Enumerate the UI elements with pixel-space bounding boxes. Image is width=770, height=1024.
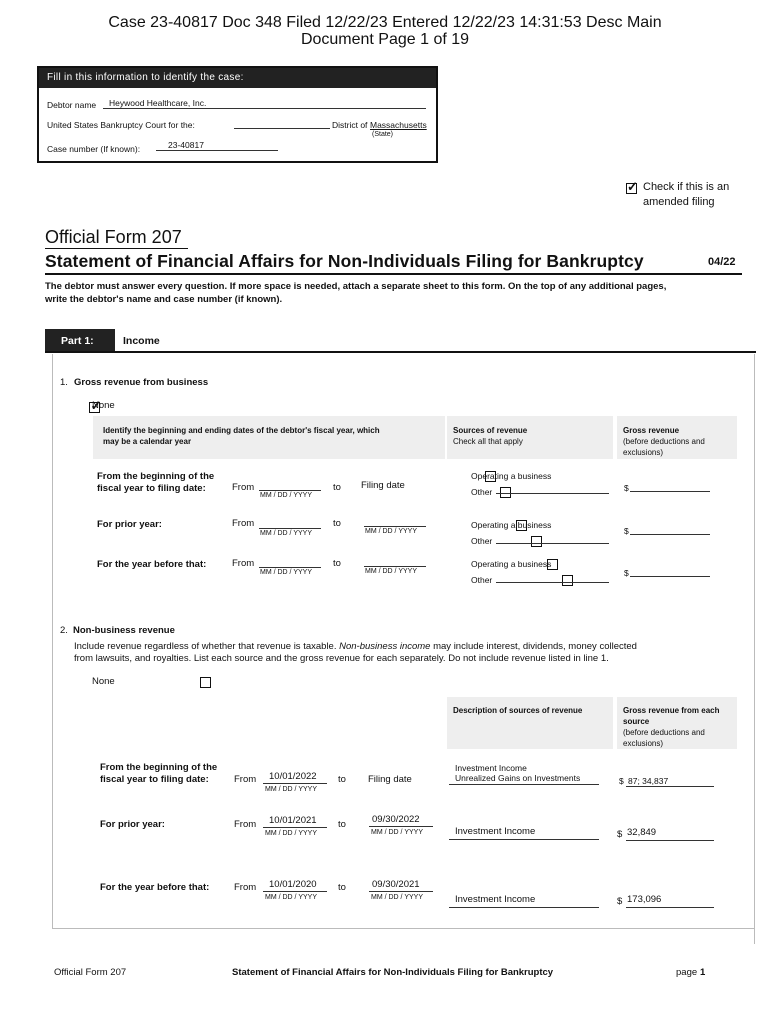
q2-from-label: From — [234, 819, 257, 830]
q2-to-hint: MM / DD / YYYY — [371, 829, 423, 836]
case-identification-box — [37, 66, 438, 163]
q2-description-field[interactable] — [449, 826, 599, 840]
q2-from-date-value: 10/01/2022 — [269, 771, 317, 782]
q1-col3-sub2: exclusions) — [623, 448, 664, 457]
court-field[interactable] — [234, 118, 330, 129]
q1-col2-title: Sources of revenue — [453, 426, 528, 435]
q1-operating-label: Operating a business — [471, 520, 552, 530]
case-header-line: Case 23-40817 Doc 348 Filed 12/22/23 Entered 12/22/23 14:31:53 Desc Main — [108, 14, 662, 31]
q2-desc-post: may include interest, dividends, money collected — [430, 641, 637, 652]
footer-title: Statement of Financial Affairs for Non-Individuals Filing for Bankruptcy — [232, 967, 554, 978]
q2-description-field[interactable] — [449, 761, 599, 785]
q1-title: Gross revenue from business — [74, 377, 209, 388]
q1-amount-sign: $ — [624, 568, 629, 578]
q2-amount-sign: $ — [617, 829, 623, 840]
q2-from-date-field[interactable] — [263, 771, 327, 784]
q2-col3-sub2: exclusions) — [623, 739, 664, 748]
q2-to-date-value: 09/30/2022 — [372, 814, 420, 825]
instructions — [45, 280, 666, 306]
q2-row-label-cont: fiscal year to filing date: — [100, 774, 209, 785]
q2-amount-sign: $ — [619, 776, 624, 786]
q1-other-field[interactable] — [496, 573, 609, 583]
q1-from-date-field[interactable] — [259, 480, 321, 491]
q2-column3-header — [617, 697, 737, 749]
section-border-left — [52, 354, 53, 929]
q2-col3-title2: source — [623, 717, 650, 726]
form-version: 04/22 — [708, 256, 736, 268]
amended-label-line1: Check if this is an — [643, 181, 730, 193]
q2-to-hint: MM / DD / YYYY — [371, 894, 423, 901]
q1-to-label: to — [333, 518, 341, 529]
q2-column2-header — [447, 697, 613, 749]
q1-to-hint: MM / DD / YYYY — [365, 528, 417, 535]
q2-amount-field[interactable] — [626, 894, 714, 908]
q2-to-label: to — [338, 882, 346, 893]
state-hint: (State) — [372, 131, 394, 138]
q2-description-value: Investment Income — [455, 894, 536, 905]
debtor-name-value: Heywood Healthcare, Inc. — [109, 98, 207, 108]
footer-form-name: Official Form 207 — [54, 967, 127, 978]
q1-operating-label: Operating a business — [471, 471, 552, 481]
q2-to-label: to — [338, 819, 346, 830]
q2-from-label: From — [234, 774, 257, 785]
q1-from-label: From — [232, 518, 255, 529]
part-title: Income — [123, 335, 160, 347]
q1-other-label: Other — [471, 536, 493, 546]
q1-from-hint: MM / DD / YYYY — [260, 492, 312, 499]
instructions-line2: write the debtor's name and case number (if known). — [45, 294, 283, 305]
q1-amount-sign: $ — [624, 526, 629, 536]
q2-none-checkbox[interactable] — [200, 677, 211, 688]
instructions-line1: The debtor must answer every question. If more space is needed, attach a separate sheet to this form. On the top of any additional pages, — [45, 281, 667, 292]
q1-from-date-field[interactable] — [259, 518, 321, 529]
q1-column3-header — [617, 416, 737, 459]
q1-operating-label: Operating a business — [471, 559, 552, 569]
part-label: Part 1: — [45, 329, 115, 352]
q2-row-label: For the year before that: — [100, 882, 210, 893]
q2-description-line1 — [74, 641, 637, 652]
q2-col3-sub1: (before deductions and — [623, 728, 705, 737]
q2-from-hint: MM / DD / YYYY — [265, 830, 317, 837]
q1-to-date-field[interactable] — [364, 556, 426, 567]
q1-amount-field[interactable] — [630, 482, 710, 492]
q2-amount-value: 87; 34,837 — [628, 776, 669, 786]
case-number-value: 23-40817 — [168, 140, 204, 150]
part-rule — [45, 351, 756, 353]
section-border-right — [754, 354, 755, 944]
q2-amount-field[interactable] — [626, 827, 714, 841]
q1-other-field[interactable] — [496, 484, 609, 494]
footer-page-number: 1 — [700, 967, 706, 978]
form-name-underline — [45, 248, 188, 249]
q2-from-label: From — [234, 882, 257, 893]
district-value: Massachusetts — [370, 120, 427, 130]
q2-to-date-field[interactable] — [369, 814, 433, 827]
identification-bar: Fill in this information to identify the case: — [39, 68, 436, 88]
q1-row-label: From the beginning of the — [97, 471, 215, 482]
q1-amount-field[interactable] — [630, 525, 710, 535]
q1-row-label-cont: fiscal year to filing date: — [97, 483, 206, 494]
q1-other-field[interactable] — [496, 534, 609, 544]
footer-page-label: page — [676, 967, 698, 978]
q2-desc-em: Non-business income — [339, 641, 431, 652]
form-title: Statement of Financial Affairs for Non-Individuals Filing for Bankruptcy — [45, 251, 644, 271]
q2-desc-pre: Include revenue regardless of whether that revenue is taxable. — [74, 641, 340, 652]
q1-to-label: to — [333, 482, 341, 493]
q1-to-hint: MM / DD / YYYY — [365, 568, 417, 575]
q2-title: Non-business revenue — [73, 625, 175, 636]
q1-row-label: For the year before that: — [97, 559, 207, 570]
q2-row-label: From the beginning of the — [100, 762, 218, 773]
debtor-name-label: Debtor name — [47, 100, 97, 110]
q1-to-value: Filing date — [361, 480, 405, 491]
q2-to-date-field[interactable] — [369, 879, 433, 892]
q2-amount-sign: $ — [617, 896, 623, 907]
q1-other-label: Other — [471, 487, 493, 497]
section-border-bottom — [52, 928, 754, 929]
q1-col2-sub: Check all that apply — [453, 437, 523, 446]
q2-amount-value: 173,096 — [627, 894, 662, 905]
q1-none-label: None — [92, 400, 115, 411]
q1-to-date-field[interactable] — [364, 516, 426, 527]
q2-to-date-value: 09/30/2021 — [372, 879, 420, 890]
q2-none-label: None — [92, 676, 115, 687]
q2-to-label: to — [338, 774, 346, 785]
q2-from-hint: MM / DD / YYYY — [265, 786, 317, 793]
q2-row-label: For prior year: — [100, 819, 165, 830]
q2-amount-field[interactable] — [626, 774, 714, 787]
q1-from-hint: MM / DD / YYYY — [260, 569, 312, 576]
amended-filing-checkbox[interactable] — [626, 183, 637, 194]
q2-from-date-value: 10/01/2021 — [269, 815, 317, 826]
q2-col2-title: Description of sources of revenue — [453, 706, 583, 715]
district-label: District of — [332, 120, 368, 130]
official-form-name: Official Form 207 — [45, 227, 182, 247]
q1-from-label: From — [232, 482, 255, 493]
amended-label-line2: amended filing — [643, 196, 715, 208]
q2-col3-title1: Gross revenue from each — [623, 706, 720, 715]
debtor-name-field[interactable] — [103, 98, 426, 109]
q2-description-value-cont: Unrealized Gains on Investments — [455, 773, 581, 783]
q1-other-label: Other — [471, 575, 493, 585]
q1-col1-line2: may be a calendar year — [103, 437, 192, 446]
q2-from-date-value: 10/01/2020 — [269, 879, 317, 890]
q2-amount-value: 32,849 — [627, 827, 657, 838]
q2-from-date-field[interactable] — [263, 815, 327, 828]
q1-from-date-field[interactable] — [259, 557, 321, 568]
q1-col3-title: Gross revenue — [623, 426, 680, 435]
q1-row-label: For prior year: — [97, 519, 162, 530]
q2-description-value: Investment Income — [455, 826, 536, 837]
q2-description-value: Investment Income — [455, 763, 527, 773]
q1-amount-sign: $ — [624, 483, 629, 493]
q1-col3-sub1: (before deductions and — [623, 437, 705, 446]
case-number-label: Case number (If known): — [47, 144, 141, 154]
q1-amount-field[interactable] — [630, 567, 710, 577]
q1-number: 1. — [60, 377, 68, 388]
q2-from-hint: MM / DD / YYYY — [265, 894, 317, 901]
document-page-line: Document Page 1 of 19 — [300, 31, 470, 48]
q1-from-hint: MM / DD / YYYY — [260, 530, 312, 537]
q1-from-label: From — [232, 558, 255, 569]
q2-to-value: Filing date — [368, 774, 412, 785]
q2-from-date-field[interactable] — [263, 879, 327, 892]
q1-to-label: to — [333, 558, 341, 569]
q2-number: 2. — [60, 625, 68, 636]
court-label: United States Bankruptcy Court for the: — [47, 120, 195, 130]
q1-col1-line1: Identify the beginning and ending dates of the debtor's fiscal year, which — [103, 426, 380, 435]
case-number-field[interactable] — [156, 140, 278, 151]
q2-description-line2: from lawsuits, and royalties. List each source and the gross revenue for each separately. Do not include revenue listed in line 1. — [74, 653, 609, 664]
q1-column2-header — [447, 416, 613, 459]
title-rule — [45, 273, 742, 275]
q1-column1-header — [93, 416, 445, 459]
q2-description-field[interactable] — [449, 894, 599, 908]
